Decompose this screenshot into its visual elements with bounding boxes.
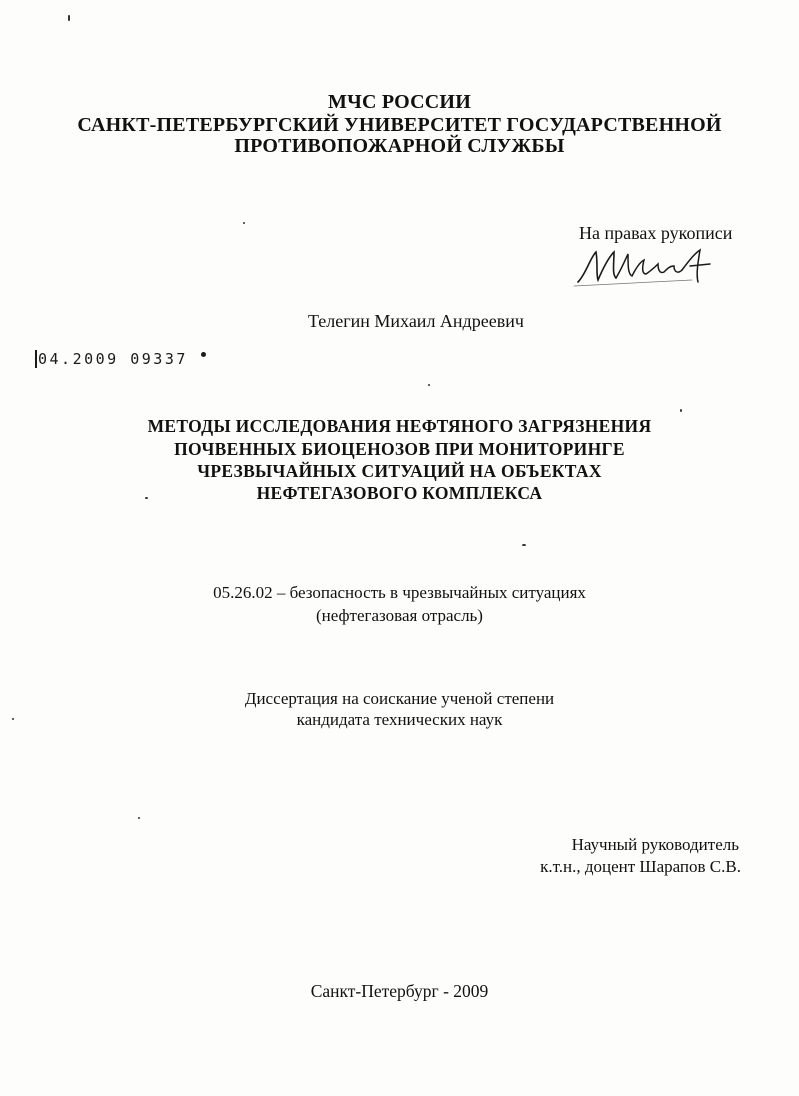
degree-line1: Диссертация на соискание ученой степени	[244, 689, 555, 708]
author-signature	[572, 244, 722, 290]
degree-line2: кандидата технических наук	[296, 710, 503, 729]
scan-speck	[680, 409, 682, 412]
scan-speck	[243, 222, 245, 224]
thesis-title-line2: ПОЧВЕННЫХ БИОЦЕНОЗОВ ПРИ МОНИТОРИНГЕ	[174, 439, 625, 459]
city-year: Санкт-Петербург - 2009	[310, 981, 489, 1001]
thesis-title-line1: МЕТОДЫ ИССЛЕДОВАНИЯ НЕФТЯНОГО ЗАГРЯЗНЕНИЯ	[147, 416, 652, 436]
registration-number	[35, 350, 206, 368]
ministry-heading: МЧС РОССИИ	[328, 91, 471, 113]
university-heading-line1: САНКТ-ПЕТЕРБУРГСКИЙ УНИВЕРСИТЕТ ГОСУДАРСТВЕННОЙ	[77, 114, 722, 136]
scan-speck	[138, 817, 140, 819]
thesis-title-line3: ЧРЕЗВЫЧАЙНЫХ СИТУАЦИЙ НА ОБЪЕКТАХ	[197, 461, 602, 481]
specialty-code: 05.26.02 – безопасность в чрезвычайных ситуациях	[213, 583, 586, 602]
supervisor-label: Научный руководитель	[571, 835, 739, 854]
scan-speck	[68, 15, 70, 21]
registration-stamp-dot	[201, 352, 206, 357]
manuscript-rights-note: На правах рукописи	[579, 223, 733, 243]
author-name: Телегин Михаил Андреевич	[308, 311, 524, 331]
registration-number-text: 04.2009 09337	[35, 350, 188, 368]
supervisor-name: к.т.н., доцент Шарапов С.В.	[540, 857, 741, 876]
thesis-title-line4: НЕФТЕГАЗОВОГО КОМПЛЕКСА	[256, 483, 543, 503]
university-heading-line2: ПРОТИВОПОЖАРНОЙ СЛУЖБЫ	[234, 135, 565, 157]
scan-speck	[428, 384, 430, 386]
specialty-branch: (нефтегазовая отрасль)	[316, 606, 483, 625]
scan-speck	[522, 544, 526, 546]
